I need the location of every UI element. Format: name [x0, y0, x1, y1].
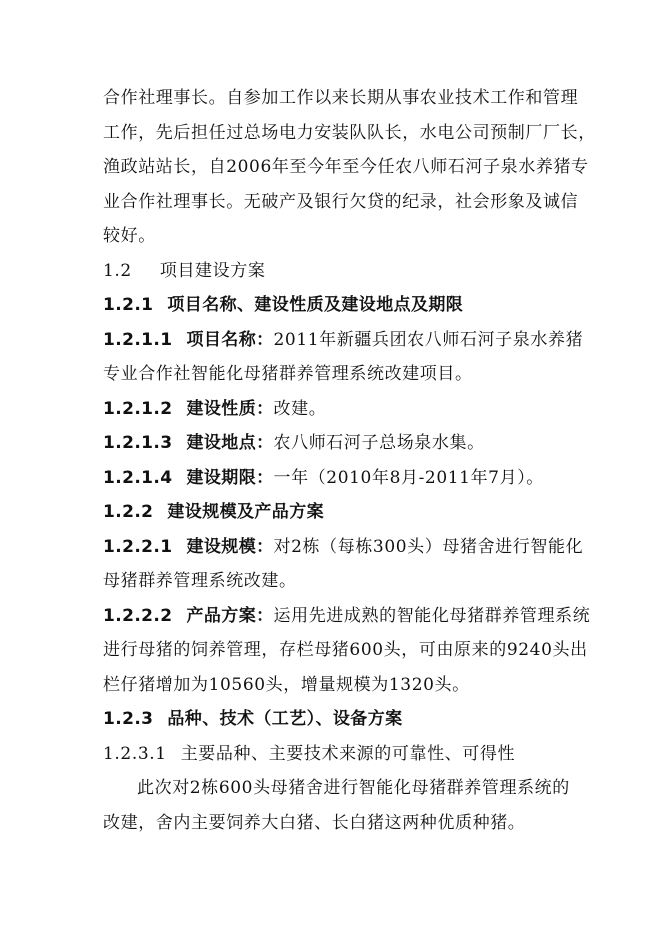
- section-title: 建设规模及产品方案: [167, 502, 325, 522]
- item-1-2-2-2-cont-1: 进行母猪的饲养管理，存栏母猪600头，可由原来的9240头出: [103, 640, 588, 660]
- item-1-2-1-3: [103, 431, 485, 455]
- item-number: 1.2.2.1: [103, 537, 173, 557]
- item-number: 1.2.1.1: [103, 330, 173, 350]
- item-1-2-1-1-cont: 专业合作社智能化母猪群养管理系统改建项目。: [103, 364, 473, 384]
- item-number: 1.2.1.2: [103, 399, 173, 419]
- item-label: 建设地点：: [186, 433, 274, 453]
- item-title: 主要品种、主要技术来源的可靠性、可得性: [180, 744, 516, 764]
- intro-line-4: 业合作社理事长。无破产及银行欠贷的纪录，社会形象及诚信: [103, 192, 579, 212]
- item-1-2-1-2: [103, 397, 326, 421]
- section-heading-1-2: [103, 259, 265, 283]
- item-1-2-2-2-cont-2: 栏仔猪增加为10560头，增量规模为1320头。: [103, 675, 470, 695]
- section-title: 项目名称、建设性质及建设地点及期限: [167, 295, 464, 315]
- item-1-2-2-1-cont: 母猪群养管理系统改建。: [103, 571, 297, 591]
- section-number: 1.2.3: [103, 709, 154, 729]
- item-number: 1.2.1.4: [103, 468, 173, 488]
- intro-line-3: 渔政站站长，自2006年至今年至今任农八师石河子泉水养猪专: [103, 157, 589, 177]
- intro-line-1: 合作社理事长。自参加工作以来长期从事农业技术工作和管理: [103, 88, 579, 108]
- section-title: 项目建设方案: [159, 261, 266, 281]
- item-1-2-3-1: [103, 742, 515, 766]
- section-title: 品种、技术（工艺）、设备方案: [167, 709, 403, 729]
- item-number: 1.2.1.3: [103, 433, 173, 453]
- item-label: 建设性质：: [186, 399, 274, 419]
- intro-line-5: 较好。: [103, 226, 156, 246]
- item-1-2-2-1: [103, 535, 583, 559]
- item-text: 2011年新疆兵团农八师石河子泉水养猪: [273, 330, 584, 350]
- item-1-2-1-4: [103, 466, 544, 490]
- section-number: 1.2.2: [103, 502, 154, 522]
- item-text: 运用先进成熟的智能化母猪群养管理系统: [273, 606, 591, 626]
- section-number: 1.2.1: [103, 295, 154, 315]
- item-text: 一年（2010年8月-2011年7月）。: [273, 468, 544, 488]
- item-1-2-2-2: [103, 604, 590, 628]
- intro-line-2: 工作，先后担任过总场电力安装队队长，水电公司预制厂厂长，: [103, 123, 596, 143]
- item-text: 改建。: [273, 399, 327, 419]
- item-label: 建设期限：: [186, 468, 274, 488]
- item-label: 产品方案：: [186, 606, 274, 626]
- section-heading-1-2-1: [103, 293, 463, 317]
- closing-line-1: 此次对2栋600头母猪舍进行智能化母猪群养管理系统的: [137, 778, 570, 798]
- item-label: 建设规模：: [186, 537, 274, 557]
- section-heading-1-2-3: [103, 707, 403, 731]
- item-text: 对2栋（每栋300头）母猪舍进行智能化: [273, 537, 584, 557]
- item-number: 1.2.2.2: [103, 606, 173, 626]
- section-number: 1.2: [103, 261, 132, 281]
- item-label: 项目名称：: [186, 330, 274, 350]
- item-number: 1.2.3.1: [103, 744, 167, 764]
- closing-line-2: 改建，舍内主要饲养大白猪、长白猪这两种优质种猪。: [103, 813, 526, 833]
- section-heading-1-2-2: [103, 500, 324, 524]
- item-1-2-1-1: [103, 328, 583, 352]
- item-text: 农八师石河子总场泉水集。: [273, 433, 485, 453]
